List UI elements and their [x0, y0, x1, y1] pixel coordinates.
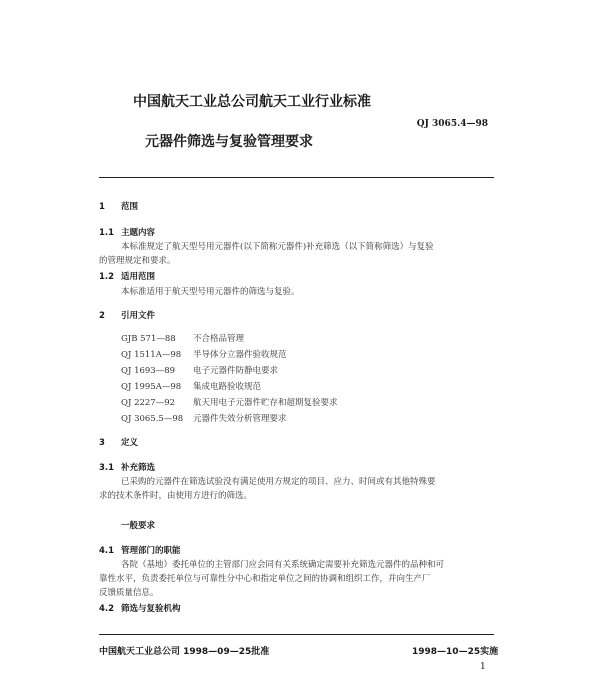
effective-date: 1998—10—25实施 [412, 647, 499, 657]
approval-date: 中国航天工业总公司 1998—09—25批准 [99, 647, 270, 657]
reference-item [121, 412, 287, 424]
section-heading-4-2 [99, 602, 181, 614]
reference-code: QJ 1995A—98 [121, 382, 182, 392]
reference-title: 半导体分立器件验收规范 [193, 350, 287, 360]
section-title: 一般要求 [121, 521, 156, 531]
reference-item [121, 348, 287, 360]
paragraph-line: 靠性水平，负责委托单位与可靠性分中心和指定单位之间的协调和组织工作，并向生产厂 [99, 574, 431, 584]
section-title: 筛选与复验机构 [121, 604, 181, 614]
paragraph-line: 各院（基地）委托单位的主管部门应会同有关系统确定需要补充筛选元器件的品种和可 [121, 560, 445, 570]
page-number: 1 [480, 662, 486, 672]
section-number: 4.1 [99, 546, 115, 556]
footer-rule [99, 634, 494, 635]
section-heading-1-1 [99, 226, 155, 238]
document-title: 元器件筛选与复验管理要求 [145, 134, 313, 150]
section-number: 1 [99, 202, 105, 212]
header-rule [99, 177, 494, 178]
reference-code: QJ 2227—92 [121, 398, 176, 408]
section-heading-1-2 [99, 270, 155, 282]
section-number: 1.1 [99, 228, 115, 238]
reference-title: 电子元器件防静电要求 [193, 366, 279, 376]
section-title: 范围 [121, 202, 139, 212]
section-number: 3 [99, 438, 105, 448]
section-number: 2 [99, 311, 105, 321]
reference-code: QJ 1693—89 [121, 366, 176, 376]
paragraph-line: 求的技术条件时，由使用方进行的筛选。 [99, 491, 253, 501]
section-number: 3.1 [99, 463, 115, 473]
section-heading-1 [99, 200, 138, 212]
reference-title: 航天用电子元器件贮存和超期复验要求 [193, 398, 338, 408]
section-heading-4-1 [99, 544, 181, 556]
standard-code: QJ 3065.4—98 [416, 119, 488, 129]
reference-code: QJ 3065.5—98 [121, 414, 184, 424]
reference-item [121, 380, 261, 392]
section-title: 定义 [121, 438, 139, 448]
paragraph-line: 本标准适用于航天型号用元器件的筛选与复验。 [121, 287, 300, 297]
paragraph-line: 反馈质量信息。 [99, 588, 159, 598]
paragraph-line: 已采购的元器件在筛选试验没有满足使用方规定的项目、应力、时间或有其他特殊要 [121, 477, 436, 487]
issuing-organization: 中国航天工业总公司航天工业行业标准 [133, 94, 371, 110]
reference-code: GJB 571—88 [121, 334, 176, 344]
paragraph-line: 本标准规定了航天型号用元器件(以下简称元器件)补充筛选（以下简称筛选）与复验 [121, 242, 434, 252]
reference-title: 不合格品管理 [193, 334, 245, 344]
reference-item [121, 332, 244, 344]
reference-title: 集成电路验收规范 [193, 382, 262, 392]
section-heading-3 [99, 436, 138, 448]
section-title: 引用文件 [121, 311, 156, 321]
reference-item [121, 396, 338, 408]
section-title: 主题内容 [121, 228, 156, 238]
reference-item [121, 364, 278, 376]
section-heading-4 [121, 519, 155, 531]
reference-code: QJ 1511A—98 [121, 350, 182, 360]
section-number: 1.2 [99, 272, 115, 282]
paragraph-line: 的管理规定和要求。 [99, 256, 176, 266]
section-heading-3-1 [99, 461, 155, 473]
section-heading-2 [99, 309, 155, 321]
section-title: 补充筛选 [121, 463, 156, 473]
section-number: 4.2 [99, 604, 115, 614]
section-title: 适用范围 [121, 272, 156, 282]
section-title: 管理部门的职能 [121, 546, 181, 556]
reference-title: 元器件失效分析管理要求 [193, 414, 287, 424]
